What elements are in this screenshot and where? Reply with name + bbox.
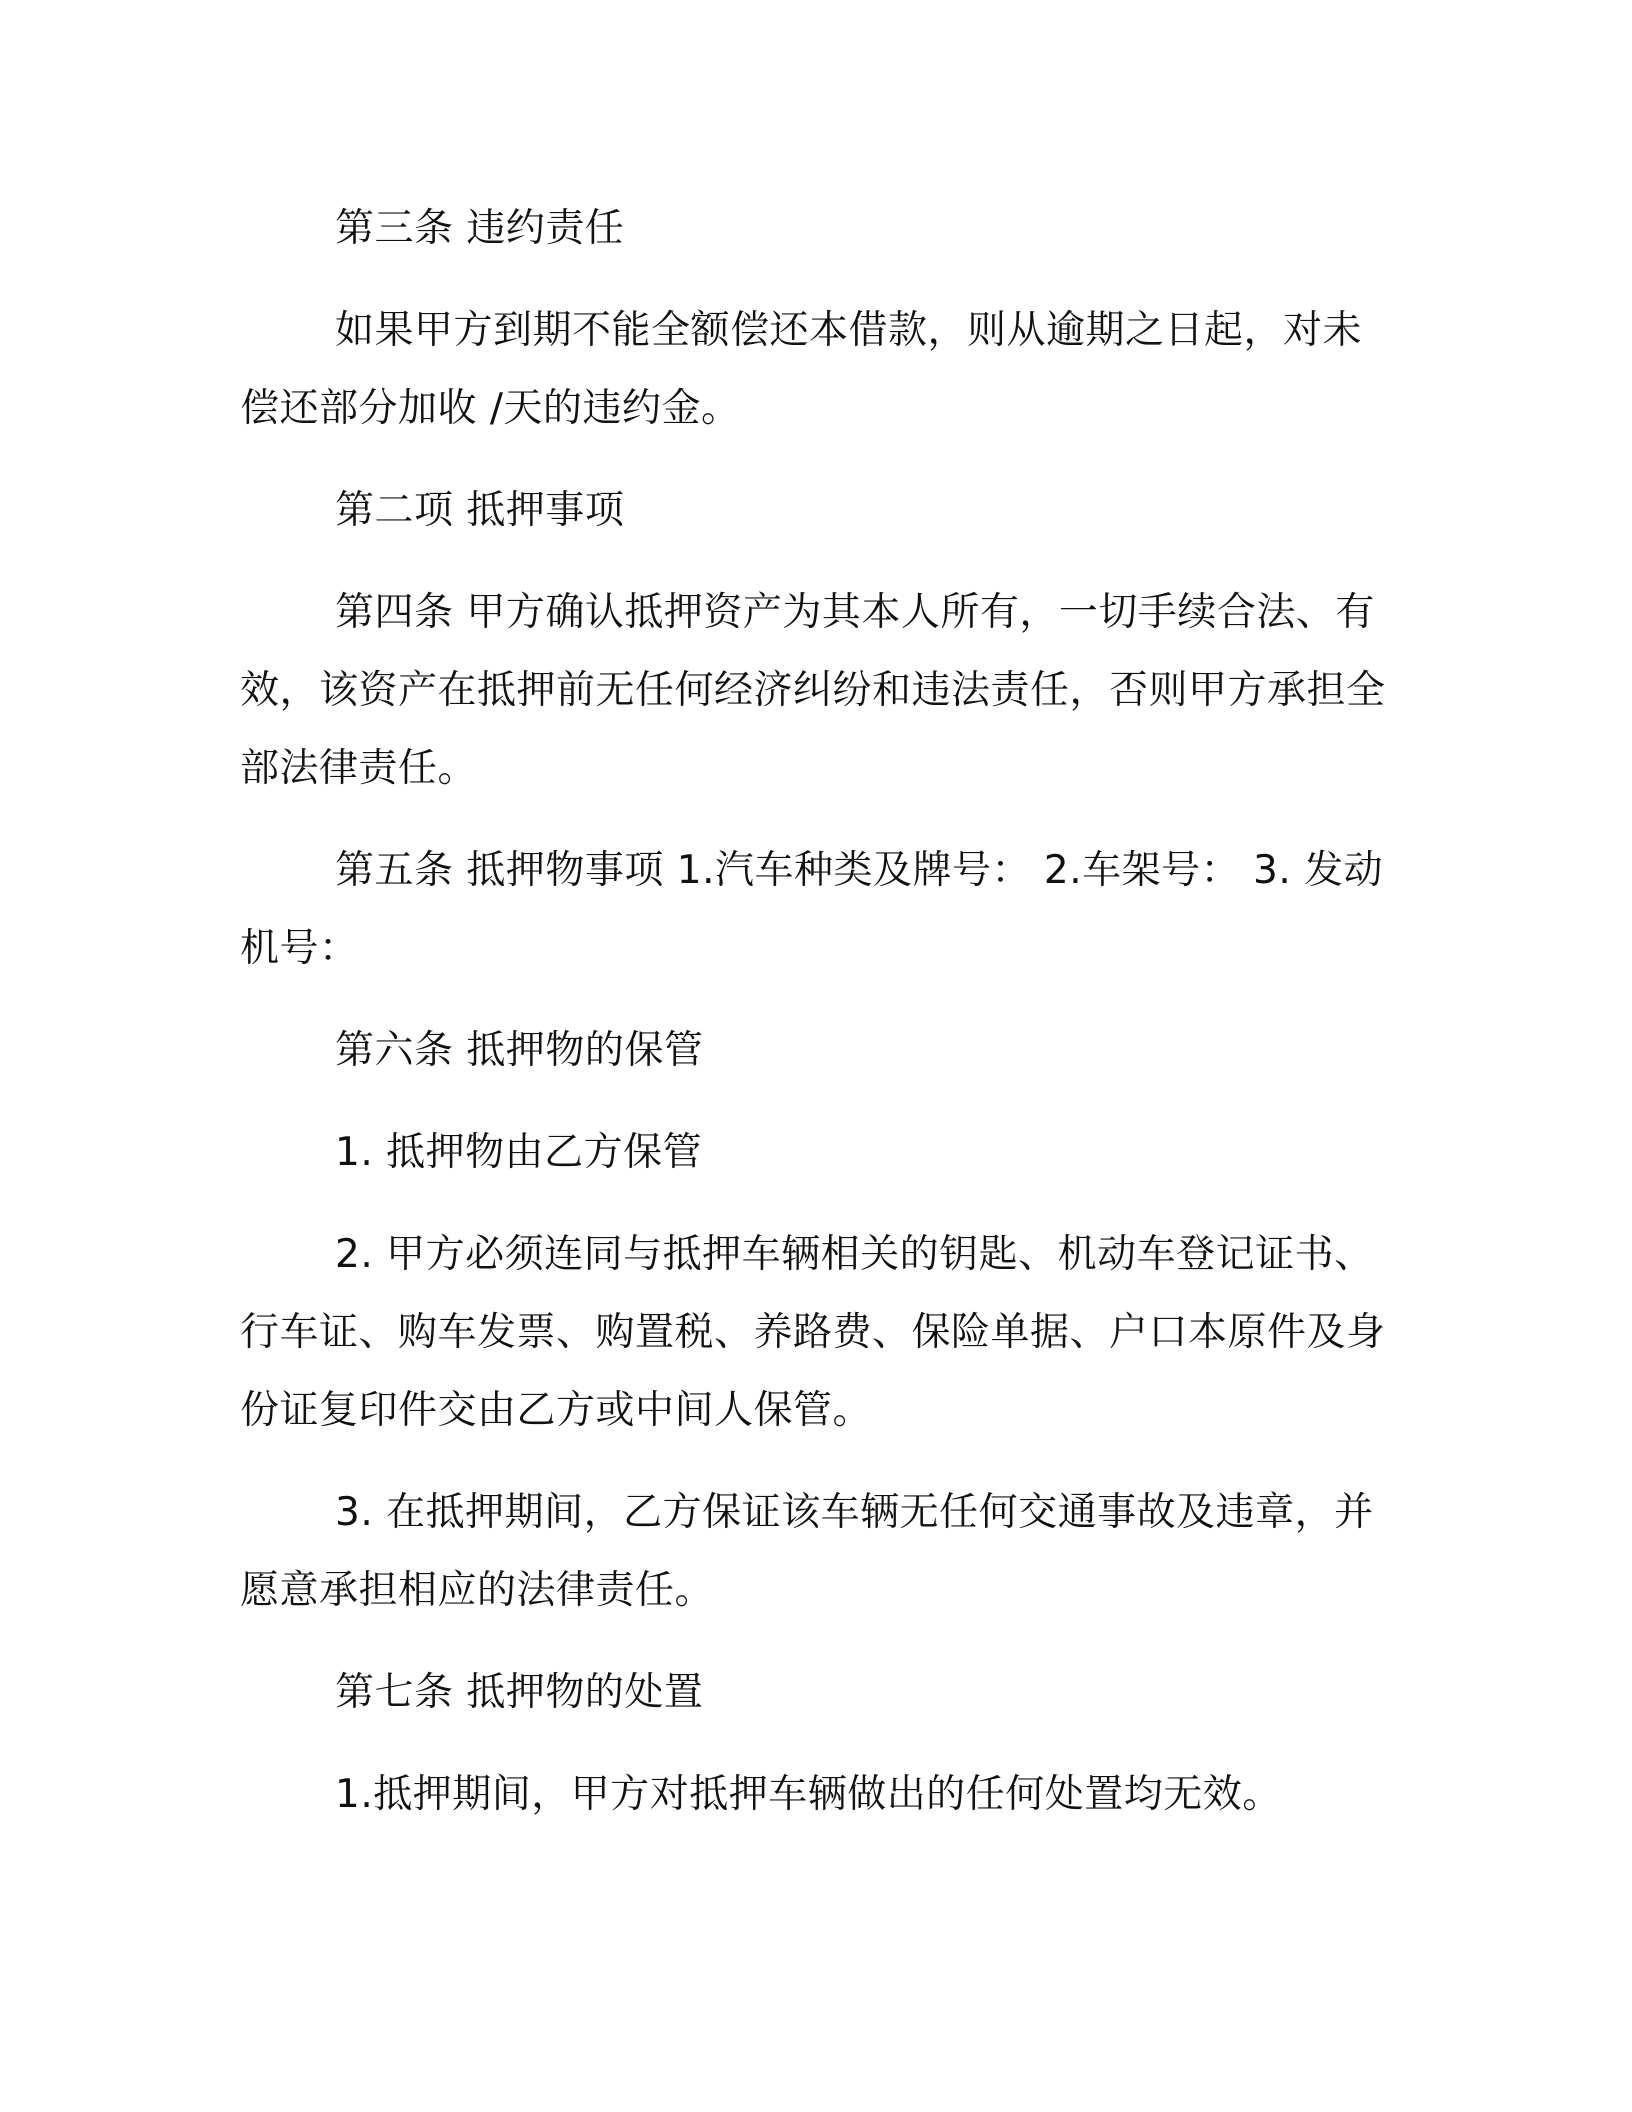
article-5-text: 第五条 抵押物事项 1.汽车种类及牌号： 2.车架号： 3. 发动机号： — [240, 848, 1384, 971]
article-7-item-1: 1.抵押期间，甲方对抵押车辆做出的任何处置均无效。 — [335, 1772, 1282, 1817]
article-6-item-2: 2. 甲方必须连同与抵押车辆相关的钥匙、机动车登记证书、行车证、购车发票、购置税、养路费、保险单据、户口本原件及身份证复印件交由乙方或中间人保管。 — [240, 1232, 1386, 1433]
article-6-heading: 第六条 抵押物的保管 — [335, 1028, 704, 1073]
document-body — [240, 190, 1400, 1858]
section-2-heading: 第二项 抵押事项 — [335, 488, 625, 533]
article-3-text: 如果甲方到期不能全额偿还本借款，则从逾期之日起，对未偿还部分加收 /天的违约金。 — [240, 308, 1363, 431]
article-3-heading: 第三条 违约责任 — [335, 206, 625, 251]
article-6-item-3: 3. 在抵押期间，乙方保证该车辆无任何交通事故及违章，并愿意承担相应的法律责任。 — [240, 1490, 1374, 1613]
article-6-item-1: 1. 抵押物由乙方保管 — [335, 1130, 703, 1175]
article-4-text: 第四条 甲方确认抵押资产为其本人所有，一切手续合法、有效，该资产在抵押前无任何经济纠纷和违法责任，否则甲方承担全部法律责任。 — [240, 590, 1386, 791]
article-7-heading: 第七条 抵押物的处置 — [335, 1670, 704, 1715]
